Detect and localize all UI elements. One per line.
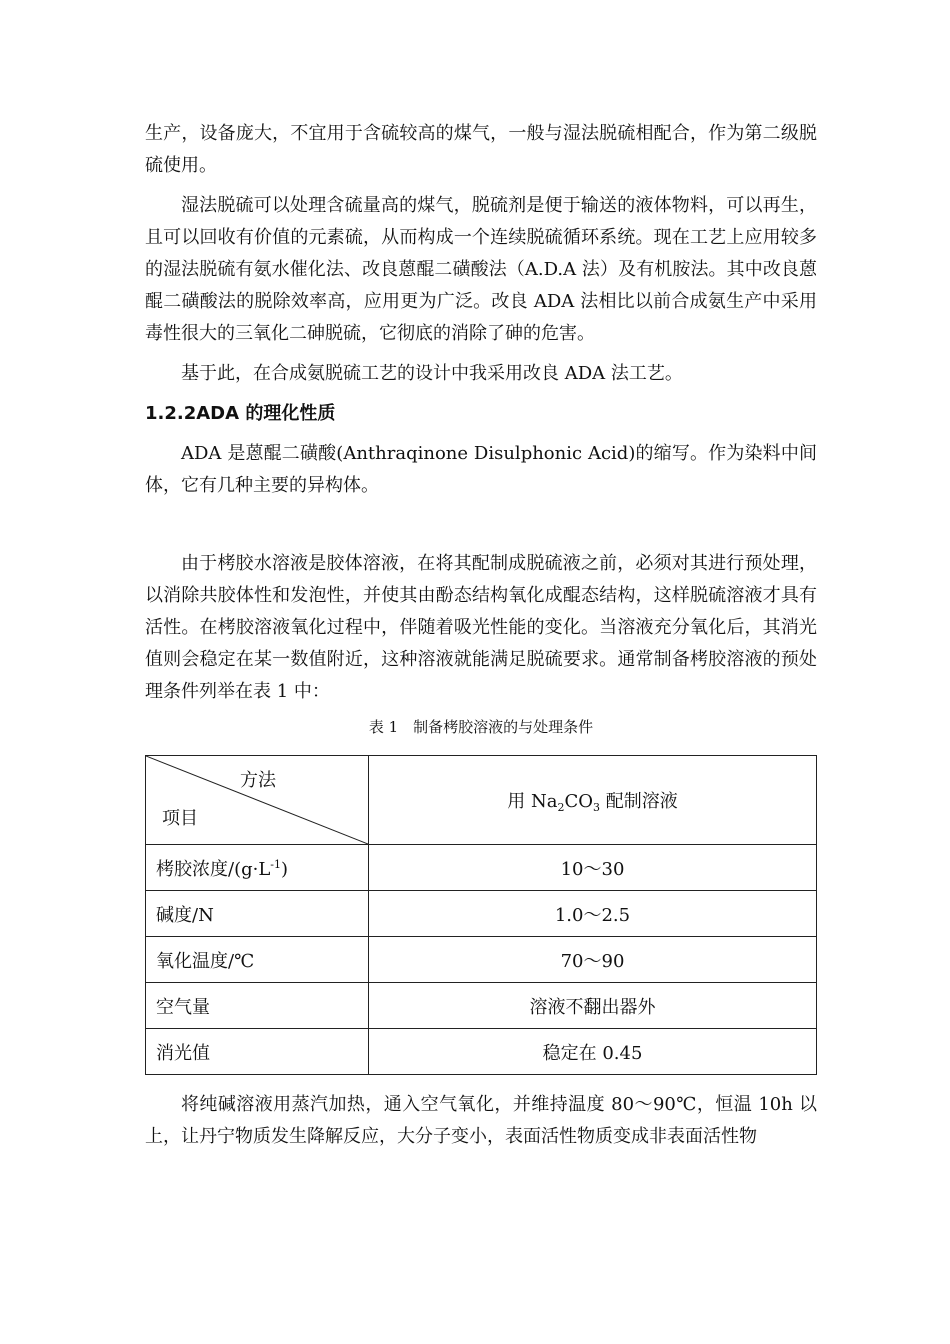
row-label: 消光值 (146, 1029, 369, 1075)
method-sub-2: 3 (593, 800, 600, 814)
paragraph-3: 基于此，在合成氨脱硫工艺的设计中我采用改良 ADA 法工艺。 (181, 363, 683, 384)
diagonal-header-cell (146, 756, 369, 845)
paragraph-6: 将纯碱溶液用蒸汽加热，通入空气氧化，并维持温度 80～90℃，恒温 10h 以上，让丹宁物质发生降解反应，大分子变小，表面活性物质变成非表面活性物 (145, 1094, 817, 1147)
row-label: 空气量 (146, 983, 369, 1029)
table-row (146, 891, 817, 937)
row-label-text: 栲胶浓度/(g·L (156, 858, 271, 880)
method-sub-1: 2 (557, 800, 565, 814)
paragraph-4: ADA 是蒽醌二磺酸(Anthraqinone Disulphonic Acid)的缩写。作为染料中间体，它有几种主要的异构体。 (145, 443, 817, 496)
table-row (146, 937, 817, 983)
row-value: 稳定在 0.45 (369, 1029, 817, 1075)
table-row (146, 1029, 817, 1075)
row-label-close: ) (281, 858, 289, 880)
blank-space (145, 510, 817, 548)
method-suffix: 配制溶液 (600, 790, 678, 812)
row-label-sup: -1 (270, 857, 282, 871)
table-row (146, 983, 817, 1029)
row-value: 溶液不翻出器外 (369, 983, 817, 1029)
method-mid: CO (564, 790, 593, 812)
row-label (146, 845, 369, 891)
method-prefix: 用 Na (507, 790, 558, 812)
row-label: 碱度/N (146, 891, 369, 937)
method-header-cell (369, 756, 817, 845)
document-page (145, 118, 817, 1161)
conditions-table (145, 755, 817, 1075)
table-row (146, 845, 817, 891)
row-value: 1.0～2.5 (369, 891, 817, 937)
row-label: 氧化温度/℃ (146, 937, 369, 983)
paragraph-1: 生产，设备庞大，不宜用于含硫较高的煤气，一般与湿法脱硫相配合，作为第二级脱硫使用。 (145, 123, 817, 176)
section-heading: 1.2.2ADA 的理化性质 (145, 403, 336, 424)
paragraph-2: 湿法脱硫可以处理含硫量高的煤气，脱硫剂是便于输送的液体物料，可以再生，且可以回收有价值的元素硫，从而构成一个连续脱硫循环系统。现在工艺上应用较多的湿法脱硫有氨水催化法、改良蒽醌二磺酸法（A.D.A 法）及有机胺法。其中改良蒽醌二磺酸法的脱除效率高，应用更为广泛。改良 ADA 法相比以前合成氨生产中采用毒性很大的三氧化二砷脱硫，它彻底的消除了砷的危害。 (145, 195, 817, 344)
paragraph-5: 由于栲胶水溶液是胶体溶液，在将其配制成脱硫液之前，必须对其进行预处理，以消除共胶体性和发泡性，并使其由酚态结构氧化成醌态结构，这样脱硫溶液才具有活性。在栲胶溶液氧化过程中，伴随着吸光性能的变化。当溶液充分氧化后，其消光值则会稳定在某一数值附近，这种溶液就能满足脱硫要求。通常制备栲胶溶液的预处理条件列举在表 1 中： (145, 553, 817, 702)
row-value: 70～90 (369, 937, 817, 983)
row-value: 10～30 (369, 845, 817, 891)
header-item-label: 项目 (162, 808, 198, 829)
header-method-label: 方法 (240, 770, 276, 791)
table-header-row (146, 756, 817, 845)
table-caption: 表 1 制备栲胶溶液的与处理条件 (368, 718, 594, 736)
